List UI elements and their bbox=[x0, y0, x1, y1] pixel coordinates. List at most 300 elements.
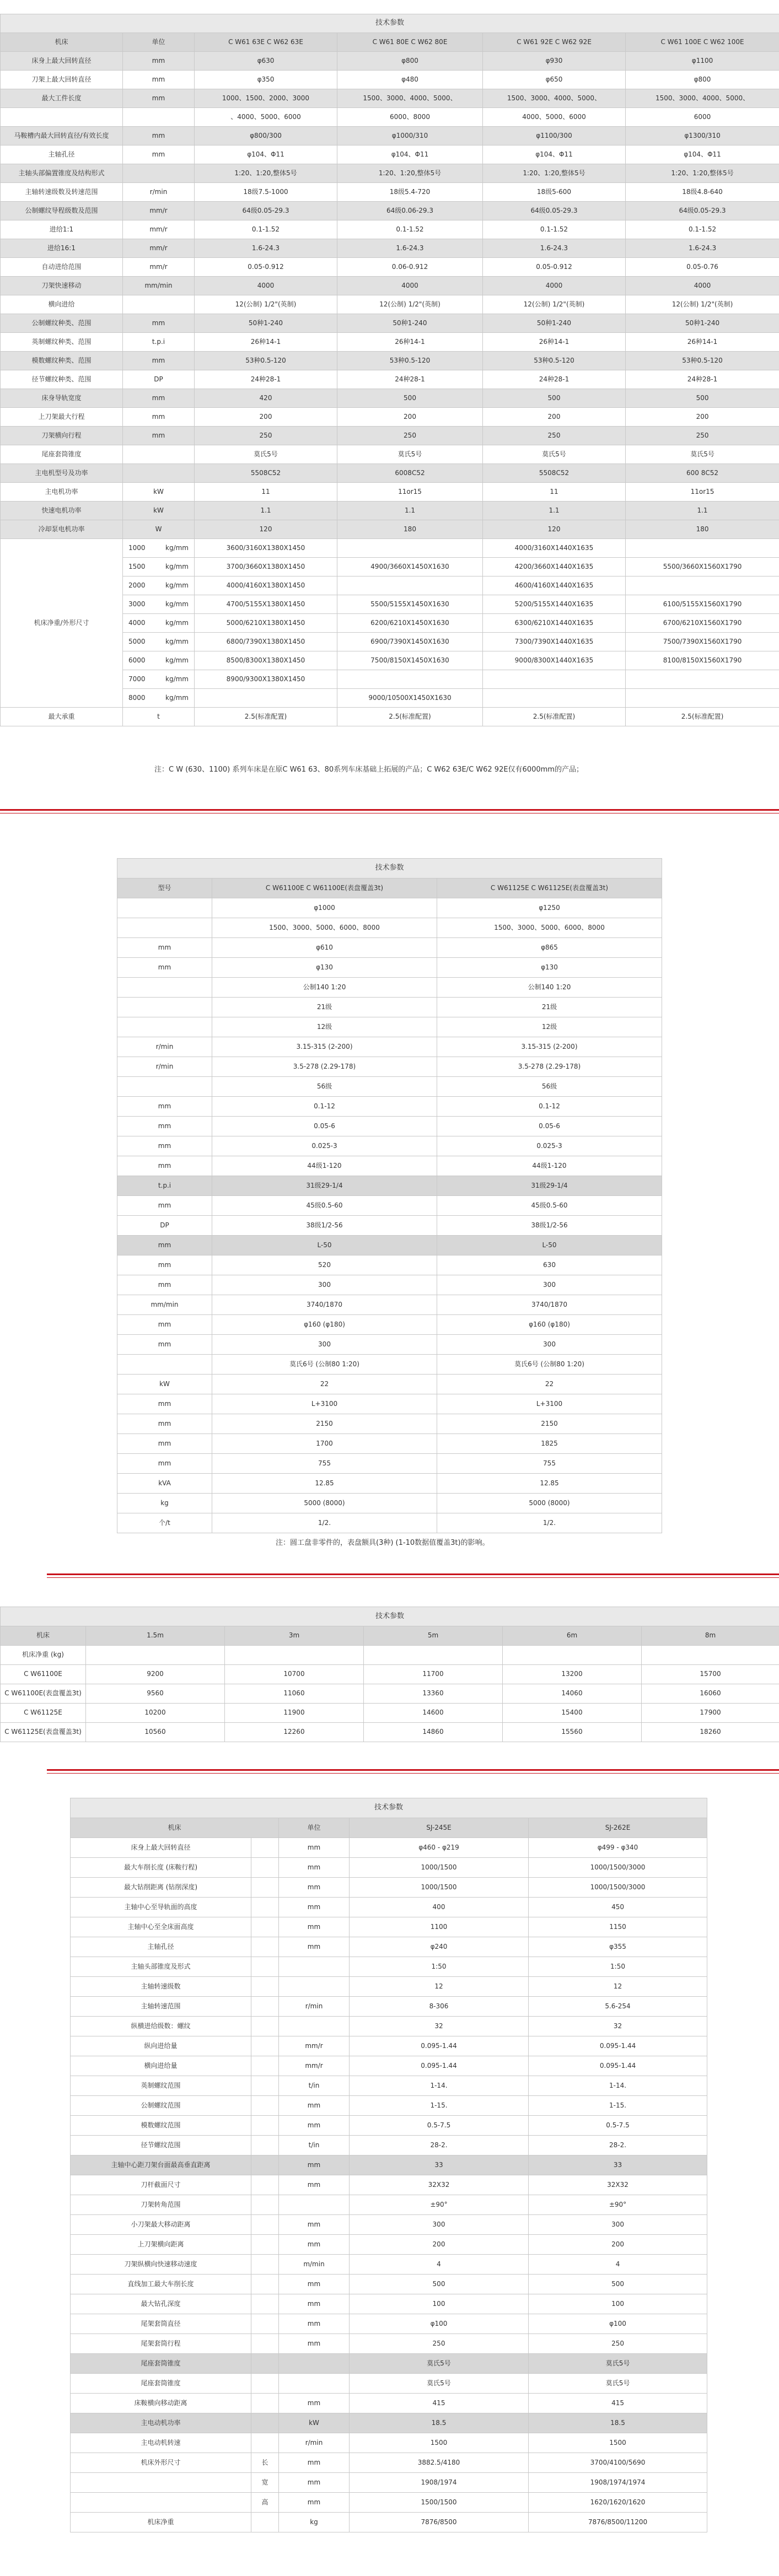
table-row bbox=[117, 1136, 662, 1156]
table-cell: 250 bbox=[337, 427, 483, 445]
table-cell: mm bbox=[117, 938, 212, 958]
row-value-1: 200 bbox=[350, 2235, 529, 2255]
table-cell: 最大承重 bbox=[1, 708, 123, 726]
table-cell: 2.5(标准配置) bbox=[195, 708, 337, 726]
table-row bbox=[71, 2195, 707, 2215]
row-unit: t/in bbox=[279, 2076, 350, 2096]
table-cell: 14600 bbox=[364, 1704, 503, 1723]
table-cell: 1:20、1:20,整体5号 bbox=[195, 164, 337, 183]
row-value-2: 莫氏5号 bbox=[529, 2354, 707, 2374]
table-cell: mm bbox=[123, 145, 195, 164]
row-value-2: 33 bbox=[529, 2155, 707, 2175]
table-row bbox=[71, 2314, 707, 2334]
row-sublabel bbox=[251, 1858, 279, 1878]
table-cell: 64级0.05-29.3 bbox=[195, 202, 337, 220]
row-sublabel bbox=[251, 2155, 279, 2175]
table-title-row bbox=[71, 1798, 707, 1818]
table-cell: t.p.i bbox=[117, 1176, 212, 1196]
table-cell: 4200/3660X1440X1635 bbox=[483, 558, 626, 576]
table-row bbox=[117, 1255, 662, 1275]
table-row bbox=[71, 2076, 707, 2096]
table-cell: 2.5(标准配置) bbox=[483, 708, 626, 726]
table-cell: mm bbox=[117, 1255, 212, 1275]
table-row bbox=[71, 2513, 707, 2532]
table-cell: 56级 bbox=[212, 1077, 437, 1097]
row-unit: mm bbox=[279, 2215, 350, 2235]
table-row bbox=[117, 1156, 662, 1176]
length-value: 7000 bbox=[128, 675, 146, 683]
table-cell: 50种1-240 bbox=[337, 314, 483, 333]
table-row bbox=[1, 108, 779, 127]
row-sublabel bbox=[251, 2076, 279, 2096]
table-cell: 10560 bbox=[86, 1723, 225, 1742]
table-cell: φ1100 bbox=[626, 52, 779, 71]
size-unit-cell bbox=[123, 558, 195, 576]
table-cell: φ350 bbox=[195, 71, 337, 89]
table-cell: 5200/5155X1440X1635 bbox=[483, 595, 626, 614]
table-row bbox=[1, 483, 779, 502]
empty-cell bbox=[503, 1646, 642, 1665]
table-cell: 3600/3160X1380X1450 bbox=[195, 539, 337, 558]
header-cell: SJ-262E bbox=[529, 1818, 707, 1838]
row-unit: r/min bbox=[279, 1997, 350, 2017]
header-cell: 6m bbox=[503, 1626, 642, 1646]
unit-value: kg/mm bbox=[165, 581, 189, 589]
table-cell: mm bbox=[123, 71, 195, 89]
table-cell: 莫氏6号 (公制80 1:20) bbox=[437, 1355, 662, 1375]
table-cell: 10700 bbox=[225, 1665, 364, 1684]
row-value-2: 莫氏5号 bbox=[529, 2374, 707, 2394]
table-cell: 44级1-120 bbox=[212, 1156, 437, 1176]
row-value-2: 5.6-254 bbox=[529, 1997, 707, 2017]
table-cell: 1000、1500、2000、3000 bbox=[195, 89, 337, 108]
row-unit: mm bbox=[279, 2453, 350, 2473]
table-cell: mm/min bbox=[117, 1295, 212, 1315]
row-sublabel bbox=[251, 1878, 279, 1898]
table-row bbox=[71, 1898, 707, 1917]
row-sublabel: 宽 bbox=[251, 2473, 279, 2493]
table-cell: 2150 bbox=[437, 1414, 662, 1434]
max-load-row bbox=[1, 708, 779, 726]
header-cell: 型号 bbox=[117, 879, 212, 898]
table-row bbox=[71, 2334, 707, 2354]
table-cell: 0.1-12 bbox=[212, 1097, 437, 1117]
table-cell: 1.1 bbox=[626, 502, 779, 520]
table-cell: 莫氏6号 (公制80 1:20) bbox=[212, 1355, 437, 1375]
table-cell: 4000/3160X1440X1635 bbox=[483, 539, 626, 558]
table-row bbox=[1, 464, 779, 483]
table-cell: 500 bbox=[626, 389, 779, 408]
row-sublabel bbox=[251, 2354, 279, 2374]
row-value-1: ±90° bbox=[350, 2195, 529, 2215]
row-value-2: 100 bbox=[529, 2294, 707, 2314]
table-cell: 53种0.5-120 bbox=[626, 352, 779, 370]
table-cell: 9000/10500X1450X1630 bbox=[337, 689, 483, 708]
table-cell bbox=[195, 689, 337, 708]
table-cell: 径节螺纹种类、范围 bbox=[1, 370, 123, 389]
table-cell: 1500、3000、4000、5000、 bbox=[483, 89, 626, 108]
table-row bbox=[71, 1957, 707, 1977]
table-cell: 0.05-0.912 bbox=[195, 258, 337, 277]
length-value: 3000 bbox=[128, 600, 146, 608]
table-cell: 24种28-1 bbox=[195, 370, 337, 389]
table-row bbox=[71, 2394, 707, 2413]
table-cell: 4000 bbox=[483, 277, 626, 295]
header-row bbox=[1, 33, 779, 52]
table-cell: 6700/6210X1560X1790 bbox=[626, 614, 779, 633]
table-cell: 7500/7390X1560X1790 bbox=[626, 633, 779, 651]
row-sublabel bbox=[251, 2096, 279, 2116]
table-cell: 公制螺纹导程级数及范围 bbox=[1, 202, 123, 220]
table-cell: 0.06-0.912 bbox=[337, 258, 483, 277]
table-row bbox=[71, 1997, 707, 2017]
table-cell: 14060 bbox=[503, 1684, 642, 1704]
row-unit: mm bbox=[279, 1878, 350, 1898]
table-cell: 3.15-315 (2-200) bbox=[437, 1037, 662, 1057]
table-row bbox=[117, 938, 662, 958]
table-cell bbox=[117, 1077, 212, 1097]
table-1-note: 注：C W (630、1100) 系列车床是在原C W61 63、80系列车床基础上拓展的产品；C W62 63E/C W62 92E仅有6000mm的产品； bbox=[154, 766, 583, 774]
table-title: 技术参数 bbox=[1, 1607, 779, 1626]
row-label: 英制螺纹范围 bbox=[71, 2076, 251, 2096]
table-cell: 53种0.5-120 bbox=[483, 352, 626, 370]
table-row bbox=[1, 408, 779, 427]
table-title-row bbox=[1, 14, 779, 33]
table-cell: 18级5-600 bbox=[483, 183, 626, 202]
length-value: 8000 bbox=[128, 693, 146, 702]
table-cell: 1.1 bbox=[337, 502, 483, 520]
row-sublabel bbox=[251, 2294, 279, 2314]
row-value-1: 500 bbox=[350, 2275, 529, 2294]
table-row bbox=[117, 1117, 662, 1136]
unit-value: kg/mm bbox=[165, 637, 189, 645]
row-value-1: 33 bbox=[350, 2155, 529, 2175]
header-cell: 机床 bbox=[1, 1626, 86, 1646]
row-value-2: 0.095-1.44 bbox=[529, 2036, 707, 2056]
table-cell: φ800 bbox=[626, 71, 779, 89]
table-row bbox=[117, 1077, 662, 1097]
table-cell: 主轴转速级数及转速范围 bbox=[1, 183, 123, 202]
row-value-2: 3700/4100/5690 bbox=[529, 2453, 707, 2473]
table-cell: 26种14-1 bbox=[483, 333, 626, 352]
row-value-1: 4 bbox=[350, 2255, 529, 2275]
row-value-2: 0.095-1.44 bbox=[529, 2056, 707, 2076]
table-cell: φ130 bbox=[212, 958, 437, 978]
unit-value: kg/mm bbox=[165, 600, 189, 608]
table-cell: mm/r bbox=[123, 258, 195, 277]
row-value-2: 450 bbox=[529, 1898, 707, 1917]
table-row bbox=[71, 2294, 707, 2314]
table-cell: 120 bbox=[483, 520, 626, 539]
table-cell: 模数螺纹种类、范围 bbox=[1, 352, 123, 370]
row-unit: mm bbox=[279, 1917, 350, 1937]
table-row bbox=[1, 277, 779, 295]
size-unit-cell bbox=[123, 614, 195, 633]
table-cell: 刀架横向行程 bbox=[1, 427, 123, 445]
table-cell: mm bbox=[117, 1156, 212, 1176]
unit-value: kg/mm bbox=[165, 543, 189, 552]
table-cell: mm/r bbox=[123, 239, 195, 258]
table-cell: mm bbox=[123, 52, 195, 71]
table-row bbox=[1, 352, 779, 370]
table-cell: 英制螺纹种类、范围 bbox=[1, 333, 123, 352]
row-unit: mm bbox=[279, 2493, 350, 2513]
table-cell bbox=[337, 539, 483, 558]
table-cell: 床身上最大回转直径 bbox=[1, 52, 123, 71]
table-row bbox=[117, 978, 662, 998]
header-cell: 5m bbox=[364, 1626, 503, 1646]
row-sublabel bbox=[251, 1937, 279, 1957]
header-row bbox=[71, 1818, 707, 1838]
row-value-2: 200 bbox=[529, 2235, 707, 2255]
row-sublabel bbox=[251, 2136, 279, 2155]
table-cell: 64级0.05-29.3 bbox=[626, 202, 779, 220]
table-cell: 0.1-1.52 bbox=[195, 220, 337, 239]
table-cell: 1700 bbox=[212, 1434, 437, 1454]
table-cell: mm bbox=[117, 1335, 212, 1355]
table-cell: 5508C52 bbox=[483, 464, 626, 483]
table-cell: 300 bbox=[212, 1335, 437, 1355]
table-cell: r/min bbox=[117, 1037, 212, 1057]
row-sublabel bbox=[251, 2374, 279, 2394]
header-cell: 机床 bbox=[71, 1818, 279, 1838]
table-row bbox=[117, 1494, 662, 1513]
table-cell: 0.025-3 bbox=[437, 1136, 662, 1156]
table-row bbox=[71, 2116, 707, 2136]
row-value-2: 415 bbox=[529, 2394, 707, 2413]
row-label: 上刀架横向距离 bbox=[71, 2235, 251, 2255]
table-cell: 9000/8300X1440X1635 bbox=[483, 651, 626, 670]
row-value-2: 1908/1974/1974 bbox=[529, 2473, 707, 2493]
row-unit: mm bbox=[279, 2394, 350, 2413]
row-label: 公制螺纹范围 bbox=[71, 2096, 251, 2116]
row-label: 主电动机转速 bbox=[71, 2433, 251, 2453]
row-sublabel bbox=[251, 2195, 279, 2215]
row-value-2: φ499 - φ340 bbox=[529, 1838, 707, 1858]
row-sublabel: 高 bbox=[251, 2493, 279, 2513]
row-value-2: 1-15. bbox=[529, 2096, 707, 2116]
table-cell: 4700/5155X1380X1450 bbox=[195, 595, 337, 614]
row-value-2: 32 bbox=[529, 2017, 707, 2036]
table-cell: 18级7.5-1000 bbox=[195, 183, 337, 202]
row-sublabel bbox=[251, 2413, 279, 2433]
table-cell bbox=[123, 164, 195, 183]
table-cell: 12.85 bbox=[437, 1474, 662, 1494]
row-label: 主轴中心距刀架台面最高垂直距离 bbox=[71, 2155, 251, 2175]
table-cell: 26种14-1 bbox=[195, 333, 337, 352]
table-cell: 1825 bbox=[437, 1434, 662, 1454]
table-cell: kW bbox=[123, 502, 195, 520]
table-cell: 21级 bbox=[437, 998, 662, 1017]
table-cell: 横向进给 bbox=[1, 295, 123, 314]
table-cell: 主轴头部偏置锥度及结构形式 bbox=[1, 164, 123, 183]
table-cell: 0.1-1.52 bbox=[626, 220, 779, 239]
row-sublabel bbox=[251, 2116, 279, 2136]
table-cell: 3740/1870 bbox=[212, 1295, 437, 1315]
table-cell: 64级0.06-29.3 bbox=[337, 202, 483, 220]
table-cell: 10200 bbox=[86, 1704, 225, 1723]
table-cell: 200 bbox=[337, 408, 483, 427]
table-cell: 2150 bbox=[212, 1414, 437, 1434]
row-unit: mm bbox=[279, 2116, 350, 2136]
table-cell bbox=[117, 918, 212, 938]
table-cell bbox=[117, 1017, 212, 1037]
table-cell: 24种28-1 bbox=[337, 370, 483, 389]
unit-value: kg/mm bbox=[165, 656, 189, 664]
table-cell: mm bbox=[117, 958, 212, 978]
length-value: 2000 bbox=[128, 581, 146, 589]
table-row bbox=[117, 1295, 662, 1315]
spec-table-2 bbox=[117, 858, 662, 1533]
unit-value: kg/mm bbox=[165, 675, 189, 683]
row-label: 主轴中心至导轨面的高度 bbox=[71, 1898, 251, 1917]
row-sublabel bbox=[251, 2017, 279, 2036]
row-value-1: 1500 bbox=[350, 2433, 529, 2453]
header-cell: C W61 80E C W62 80E bbox=[337, 33, 483, 52]
table-cell: 进给16:1 bbox=[1, 239, 123, 258]
table-cell: L+3100 bbox=[212, 1394, 437, 1414]
table-cell: mm bbox=[117, 1196, 212, 1216]
row-sublabel bbox=[251, 1977, 279, 1997]
row-label: 尾架套筒行程 bbox=[71, 2334, 251, 2354]
table-row bbox=[71, 1937, 707, 1957]
table-cell: mm bbox=[123, 127, 195, 145]
table-cell: 11or15 bbox=[626, 483, 779, 502]
table-cell: 11 bbox=[483, 483, 626, 502]
row-sublabel bbox=[251, 2215, 279, 2235]
table-cell: 500 bbox=[483, 389, 626, 408]
header-cell: 1.5m bbox=[86, 1626, 225, 1646]
row-value-1: φ460 - φ219 bbox=[350, 1838, 529, 1858]
row-unit: mm bbox=[279, 2294, 350, 2314]
table-title-row bbox=[117, 859, 662, 879]
table-cell: 4000 bbox=[195, 277, 337, 295]
header-row bbox=[117, 879, 662, 898]
table-cell: mm bbox=[117, 1117, 212, 1136]
row-label: 主轴转速级数 bbox=[71, 1977, 251, 1997]
table-cell bbox=[123, 295, 195, 314]
row-label: 床鞍横向移动距离 bbox=[71, 2394, 251, 2413]
table-row bbox=[117, 1196, 662, 1216]
row-sublabel bbox=[251, 2513, 279, 2532]
table-cell: 1.1 bbox=[483, 502, 626, 520]
table-cell: 200 bbox=[195, 408, 337, 427]
row-value-1: 7876/8500 bbox=[350, 2513, 529, 2532]
table-cell bbox=[337, 670, 483, 689]
table-cell: 最大工件长度 bbox=[1, 89, 123, 108]
table-cell: φ1000 bbox=[212, 898, 437, 918]
row-label: 主电动机功率 bbox=[71, 2413, 251, 2433]
table-cell: 45级0.5-60 bbox=[212, 1196, 437, 1216]
row-sublabel bbox=[251, 1957, 279, 1977]
row-sublabel bbox=[251, 2255, 279, 2275]
table-cell: 15700 bbox=[642, 1665, 779, 1684]
row-label: 最大钻削距离 (钻削深度) bbox=[71, 1878, 251, 1898]
table-cell: mm/r bbox=[123, 202, 195, 220]
row-value-2: ±90° bbox=[529, 2195, 707, 2215]
header-cell: C W61100E C W61100E(表盘覆盖3t) bbox=[212, 879, 437, 898]
row-unit: kg bbox=[279, 2513, 350, 2532]
empty-cell bbox=[364, 1646, 503, 1665]
table-cell: mm bbox=[123, 427, 195, 445]
table-row bbox=[117, 1513, 662, 1533]
table-cell: 0.1-12 bbox=[437, 1097, 662, 1117]
divider-1 bbox=[0, 809, 779, 813]
table-cell: W bbox=[123, 520, 195, 539]
table-row bbox=[1, 295, 779, 314]
table-cell: 马鞍槽内最大回转直径/有效长度 bbox=[1, 127, 123, 145]
row-label: 模数螺纹范围 bbox=[71, 2116, 251, 2136]
row-label: 主轴孔径 bbox=[71, 1937, 251, 1957]
table-cell bbox=[123, 108, 195, 127]
row-value-1: 1100 bbox=[350, 1917, 529, 1937]
table-row bbox=[71, 2175, 707, 2195]
table-cell: φ160 (φ180) bbox=[212, 1315, 437, 1335]
table-cell: r/min bbox=[123, 183, 195, 202]
header-cell: 单位 bbox=[123, 33, 195, 52]
table-cell: 11or15 bbox=[337, 483, 483, 502]
row-unit: mm bbox=[279, 1898, 350, 1917]
table-row bbox=[1, 1665, 779, 1684]
table-row bbox=[1, 145, 779, 164]
table-cell: mm bbox=[117, 1315, 212, 1335]
table-cell: 15560 bbox=[503, 1723, 642, 1742]
table-2-note: 注：圆工盘非零件的，表盘额具(3种) (1-10数据值覆盖3t)的影响。 bbox=[276, 1539, 490, 1547]
table-row bbox=[1, 220, 779, 239]
row-unit bbox=[279, 2017, 350, 2036]
table-cell: 630 bbox=[437, 1255, 662, 1275]
table-cell: 21级 bbox=[212, 998, 437, 1017]
table-cell: 进给1:1 bbox=[1, 220, 123, 239]
table-cell bbox=[626, 539, 779, 558]
row-value-1: 250 bbox=[350, 2334, 529, 2354]
table-cell bbox=[117, 1355, 212, 1375]
table-row bbox=[71, 2275, 707, 2294]
table-cell: mm bbox=[117, 1097, 212, 1117]
row-value-1: 8-306 bbox=[350, 1997, 529, 2017]
table-row bbox=[71, 2155, 707, 2175]
table-cell: φ930 bbox=[483, 52, 626, 71]
row-value-2: 28-2. bbox=[529, 2136, 707, 2155]
spec-table-4 bbox=[70, 1798, 707, 2532]
table-row bbox=[71, 2036, 707, 2056]
table-cell: 8100/8150X1560X1790 bbox=[626, 651, 779, 670]
table-row bbox=[1, 183, 779, 202]
table-cell: φ130 bbox=[437, 958, 662, 978]
table-row bbox=[117, 1375, 662, 1394]
table-cell: 50种1-240 bbox=[195, 314, 337, 333]
table-row bbox=[71, 2235, 707, 2255]
table-cell: 250 bbox=[195, 427, 337, 445]
table-cell: 12260 bbox=[225, 1723, 364, 1742]
row-value-1: 1-15. bbox=[350, 2096, 529, 2116]
table-cell: kVA bbox=[117, 1474, 212, 1494]
table-cell: 6000 bbox=[626, 108, 779, 127]
table-row bbox=[117, 1017, 662, 1037]
table-cell: 1/2. bbox=[212, 1513, 437, 1533]
table-cell: 6900/7390X1450X1630 bbox=[337, 633, 483, 651]
table-row bbox=[1, 71, 779, 89]
table-cell: 250 bbox=[626, 427, 779, 445]
table-cell bbox=[337, 576, 483, 595]
table-cell: 主电机功率 bbox=[1, 483, 123, 502]
table-cell: 5508C52 bbox=[195, 464, 337, 483]
row-unit: mm bbox=[279, 2155, 350, 2175]
table-row bbox=[1, 89, 779, 108]
row-sublabel bbox=[251, 2433, 279, 2453]
table-cell: mm bbox=[117, 1394, 212, 1414]
table-cell: 、4000、5000、6000 bbox=[195, 108, 337, 127]
